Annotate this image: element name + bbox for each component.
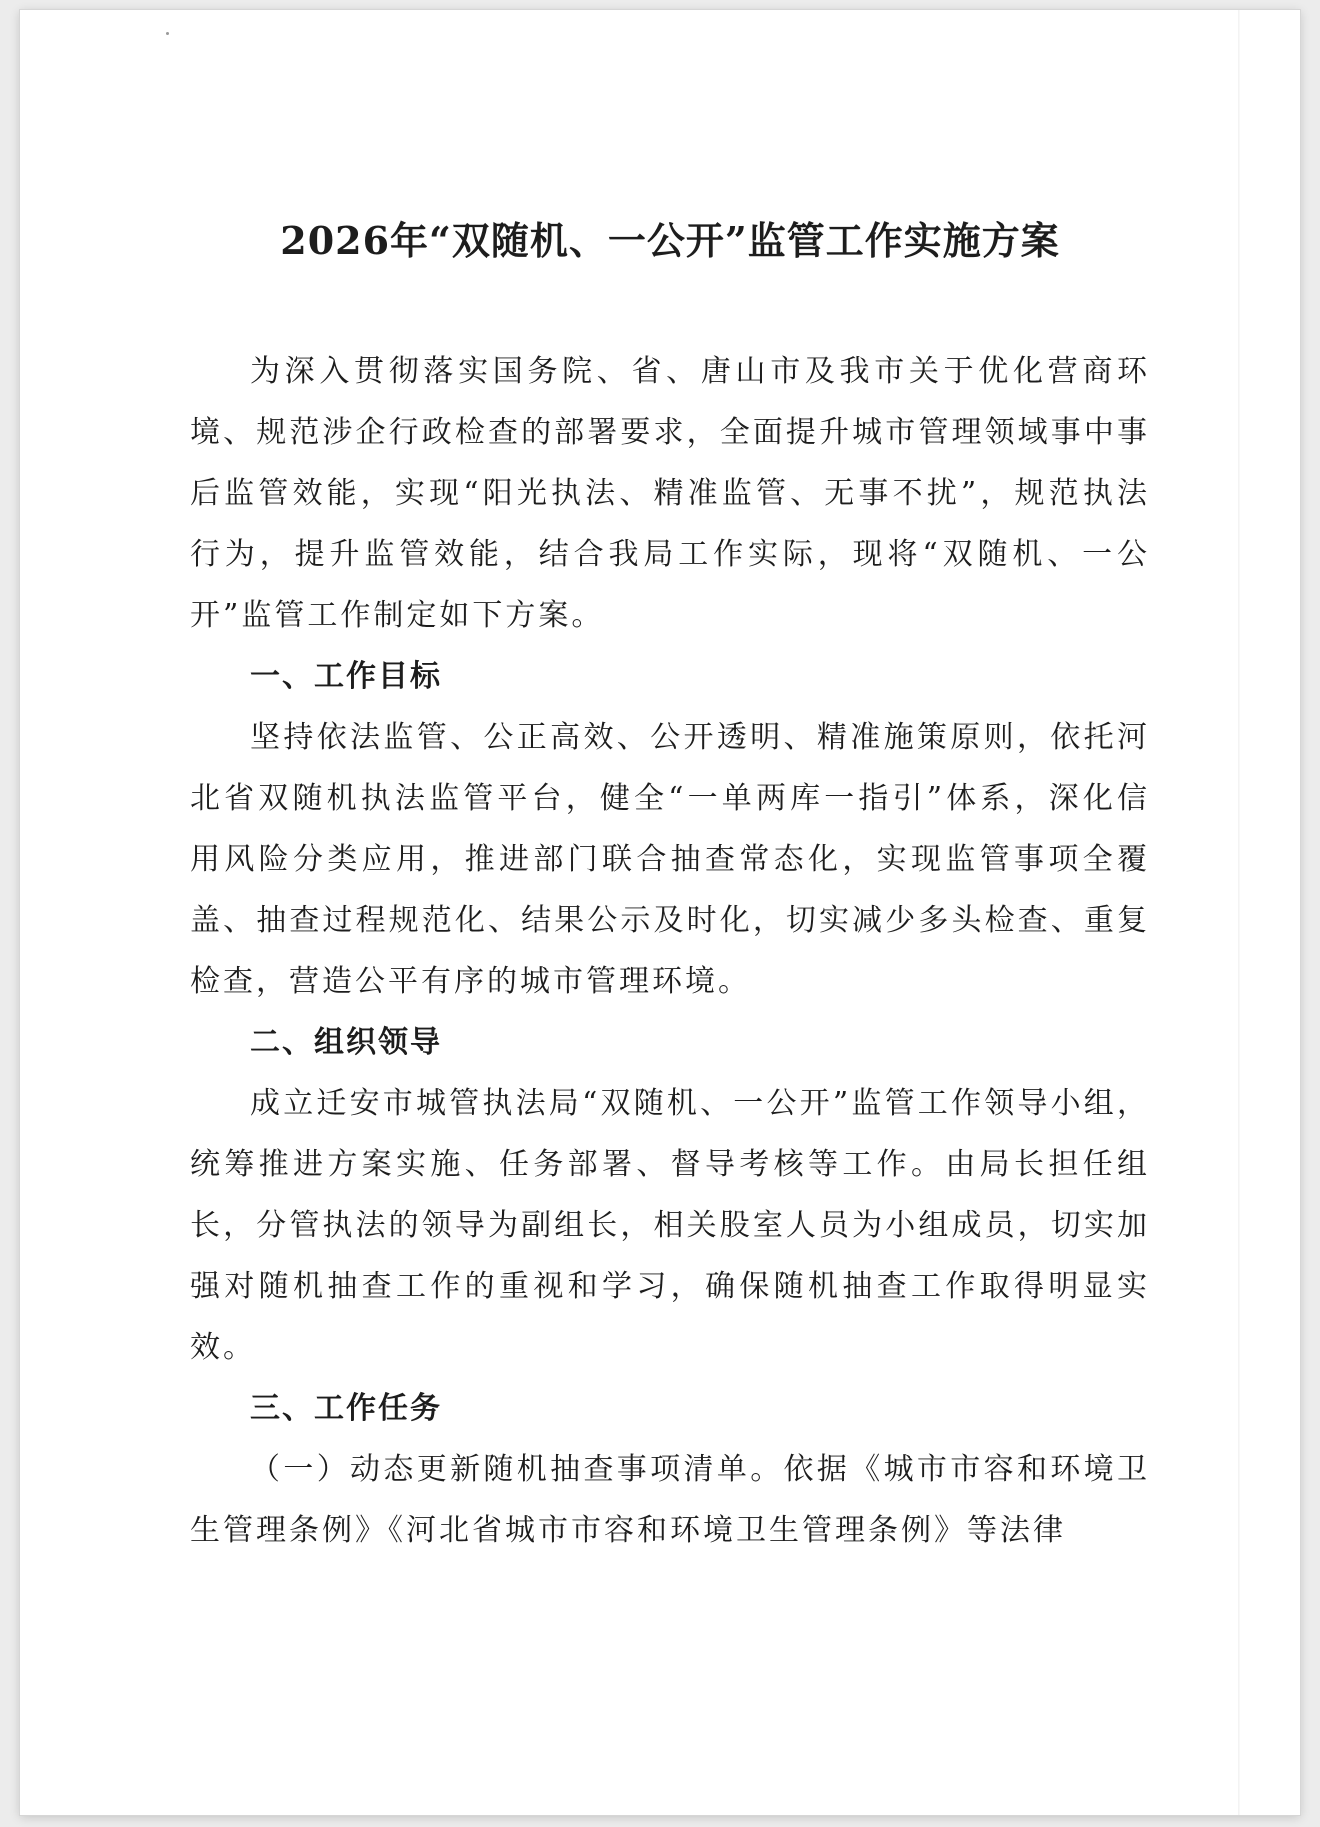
scan-speck: [166, 32, 169, 35]
section-body-leadership: 成立迁安市城管执法局“双随机、一公开”监管工作领导小组，统筹推进方案实施、任务部署、督导考核等工作。由局长担任组长，分管执法的领导为副组长，相关股室人员为小组成员，切实加强对随机抽查工作的重视和学习，确保随机抽查工作取得明显实效。: [190, 1086, 1150, 1365]
document-title: 2026年“双随机、一公开”监管工作实施方案: [280, 218, 1060, 263]
document-page: [20, 10, 1300, 1815]
intro-paragraph: 为深入贯彻落实国务院、省、唐山市及我市关于优化营商环境、规范涉企行政检查的部署要求，全面提升城市管理领域事中事后监管效能，实现“阳光执法、精准监管、无事不扰”，规范执法行为，提升监管效能，结合我局工作实际，现将“双随机、一公开”监管工作制定如下方案。: [190, 354, 1150, 633]
section-body-tasks: （一）动态更新随机抽查事项清单。依据《城市市容和环境卫生管理条例》《河北省城市市容和环境卫生管理条例》等法律: [190, 1452, 1150, 1548]
document-content: [190, 215, 1150, 1561]
section-heading-goals: 一、工作目标: [250, 659, 442, 694]
section-body-goals: 坚持依法监管、公正高效、公开透明、精准施策原则，依托河北省双随机执法监管平台，健全“一单两库一指引”体系，深化信用风险分类应用，推进部门联合抽查常态化，实现监管事项全覆盖、抽查过程规范化、结果公示及时化，切实减少多头检查、重复检查，营造公平有序的城市管理环境。: [190, 720, 1150, 999]
section-heading-tasks: 三、工作任务: [250, 1391, 442, 1426]
page-fold-line: [1238, 10, 1240, 1815]
section-heading-leadership: 二、组织领导: [250, 1025, 442, 1060]
